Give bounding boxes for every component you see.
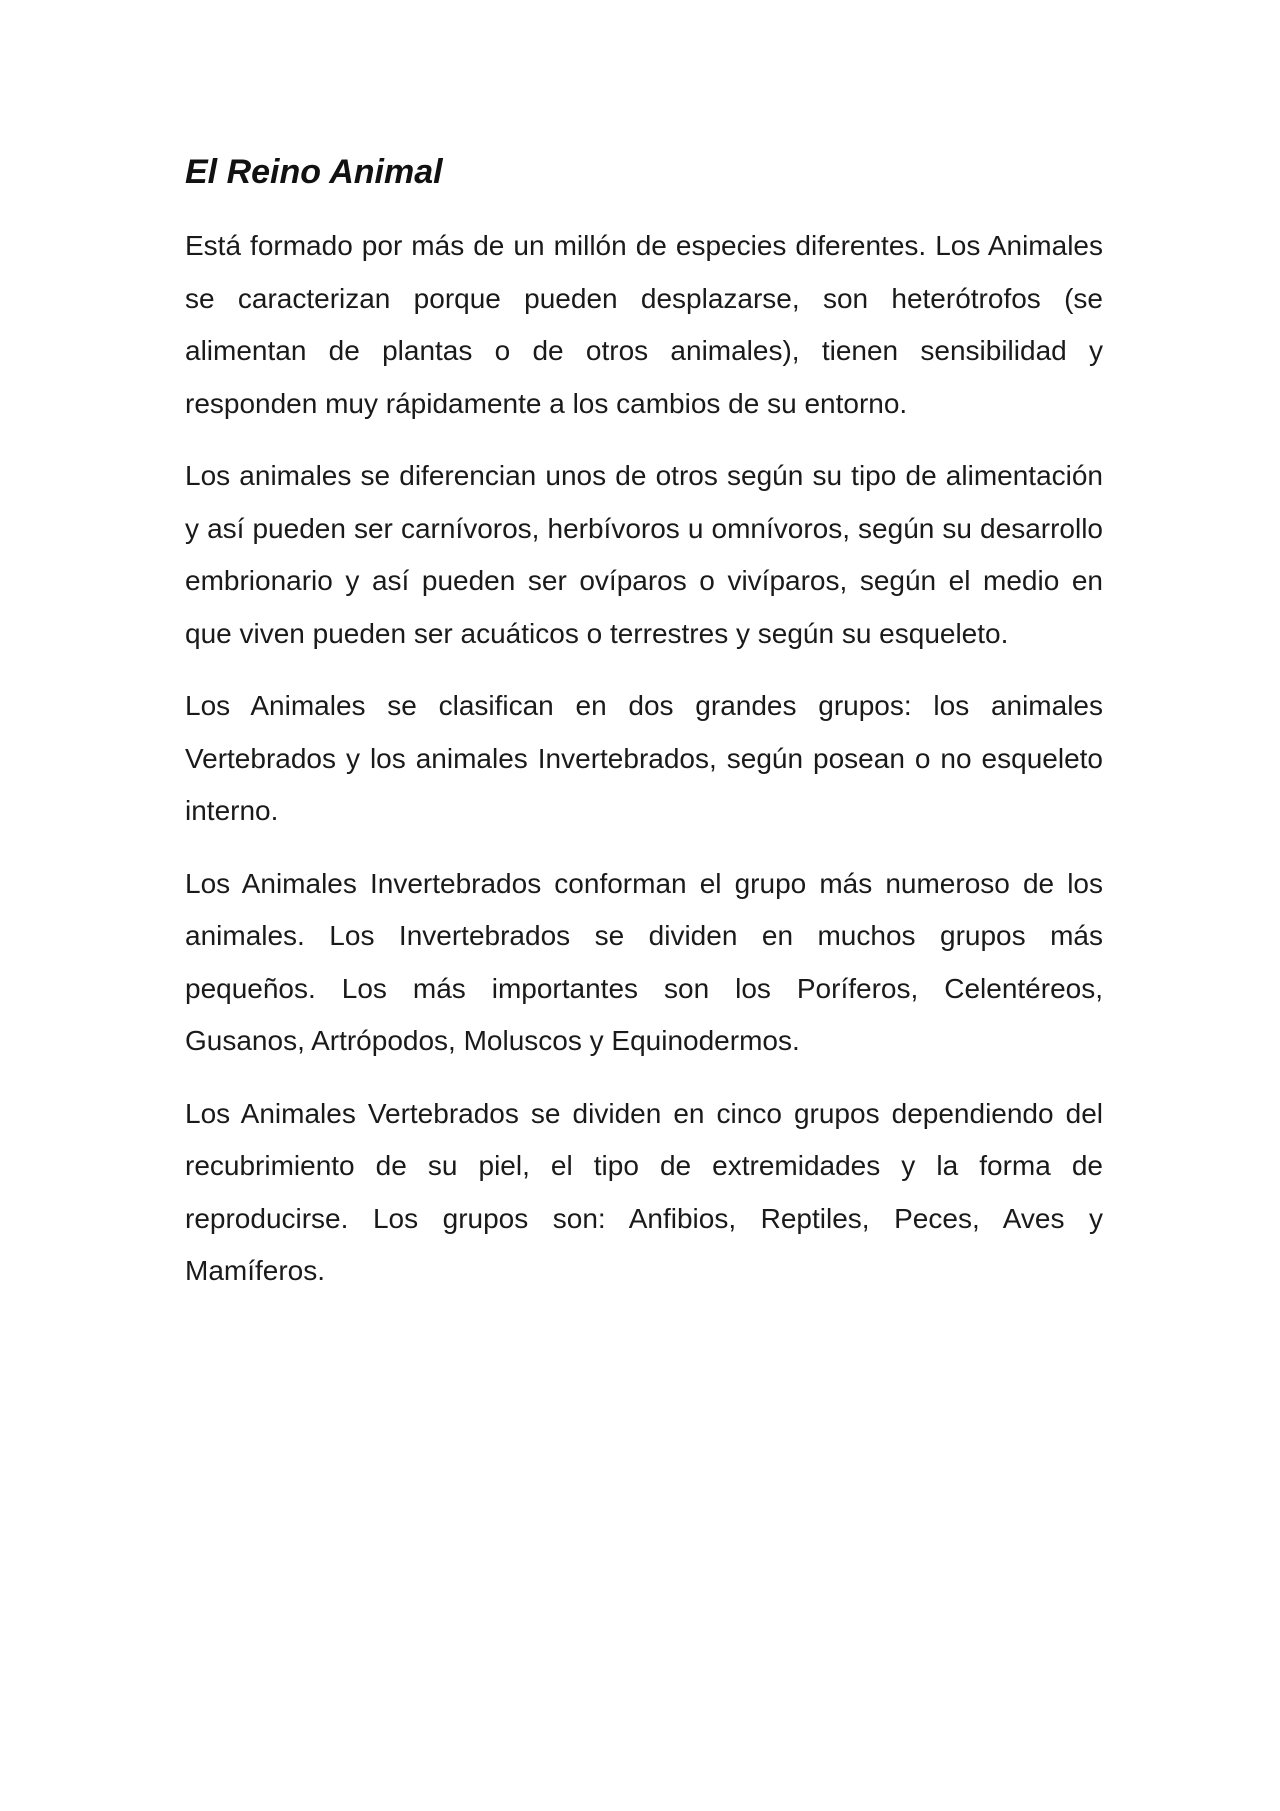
paragraph-invertebrates: Los Animales Invertebrados conforman el grupo más numeroso de los animales. Los Invertebrados se dividen en muchos grupos más pequeños. Los más importantes son los Poríferos, Celentéreos, Gusanos, Artrópodos, Moluscos y Equinodermos. [185, 867, 1103, 1056]
paragraph-vertebrates: Los Animales Vertebrados se dividen en cinco grupos dependiendo del recubrimiento de su piel, el tipo de extremidades y la forma de reproducirse. Los grupos son: Anfibios, Reptiles, Peces, Aves y Mamíferos. [185, 1097, 1103, 1286]
paragraph-differences: Los animales se diferencian unos de otros según su tipo de alimentación y así pueden ser carnívoros, herbívoros u omnívoros, según su desarrollo embrionario y así pueden ser ovíparos o vivíparos, según el medio en que viven pueden ser acuáticos o terrestres y según su esqueleto. [185, 460, 1103, 649]
document-title: El Reino Animal [185, 153, 443, 191]
paragraph-classification: Los Animales se clasifican en dos grandes grupos: los animales Vertebrados y los animales Invertebrados, según posean o no esqueleto interno. [185, 690, 1103, 826]
paragraph-intro: Está formado por más de un millón de especies diferentes. Los Animales se caracterizan porque pueden desplazarse, son heterótrofos (se alimentan de plantas o de otros animales), tienen sensibilidad y responden muy rápidamente a los cambios de su entorno. [185, 230, 1103, 419]
document-page [185, 150, 1103, 1318]
